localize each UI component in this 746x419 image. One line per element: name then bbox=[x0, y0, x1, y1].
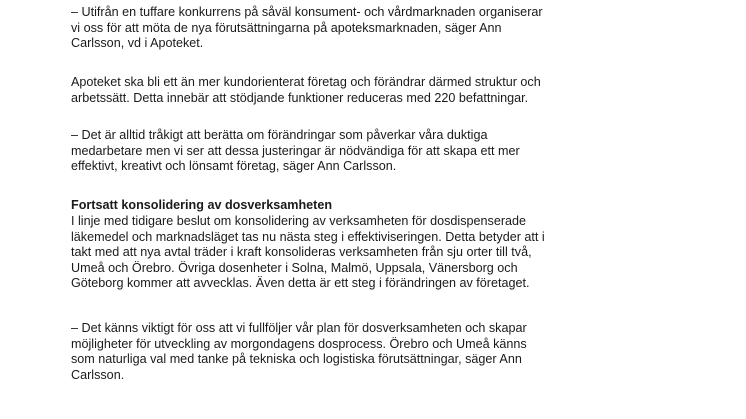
paragraph-quote-ceo: – Utifrån en tuffare konkurrens på såväl konsument- och vårdmarknaden organiserar vi oss för att möta de nya förutsättningarna på apoteksmarknaden, säger Ann Carlsson, vd i Apoteket. bbox=[71, 5, 543, 51]
paragraph-reorganization: Apoteket ska bli ett än mer kundorienterat företag och förändrar därmed struktur och arbetssätt. Detta innebär att stödjande funktioner reduceras med 220 befattningar. bbox=[71, 75, 541, 105]
section-heading: Fortsatt konsolidering av dosverksamheten bbox=[71, 198, 333, 212]
paragraph-dose-consolidation: I linje med tidigare beslut om konsolidering av verksamheten för dosdispenserade läkemedel och marknadsläget tas nu nästa steg i effektiviseringen. Detta betyder att i takt med att nya avtal träder i kraft konsolideras verksamheten från sju orter till två, Umeå och Örebro. Övriga dosenheter i Solna, Malmö, Uppsala, Vänersborg och Göteborg kommer att avvecklas. Även detta är ett steg i förändringen av företaget. bbox=[71, 214, 545, 291]
paragraph-quote-changes: – Det är alltid tråkigt att berätta om förändringar som påverkar våra duktiga medarbetare men vi ser att dessa justeringar är nödvändiga för att skapa ett mer effektivt, kreativt och lönsamt företag, säger Ann Carlsson. bbox=[71, 128, 520, 174]
paragraph-quote-dose: – Det känns viktigt för oss att vi fullföljer vår plan för dosverksamheten och skapar möjligheter för utveckling av morgondagens dosprocess. Örebro och Umeå känns som naturliga val med tanke på tekniska och logistiska förutsättningar, säger Ann Carlsson. bbox=[71, 321, 527, 382]
